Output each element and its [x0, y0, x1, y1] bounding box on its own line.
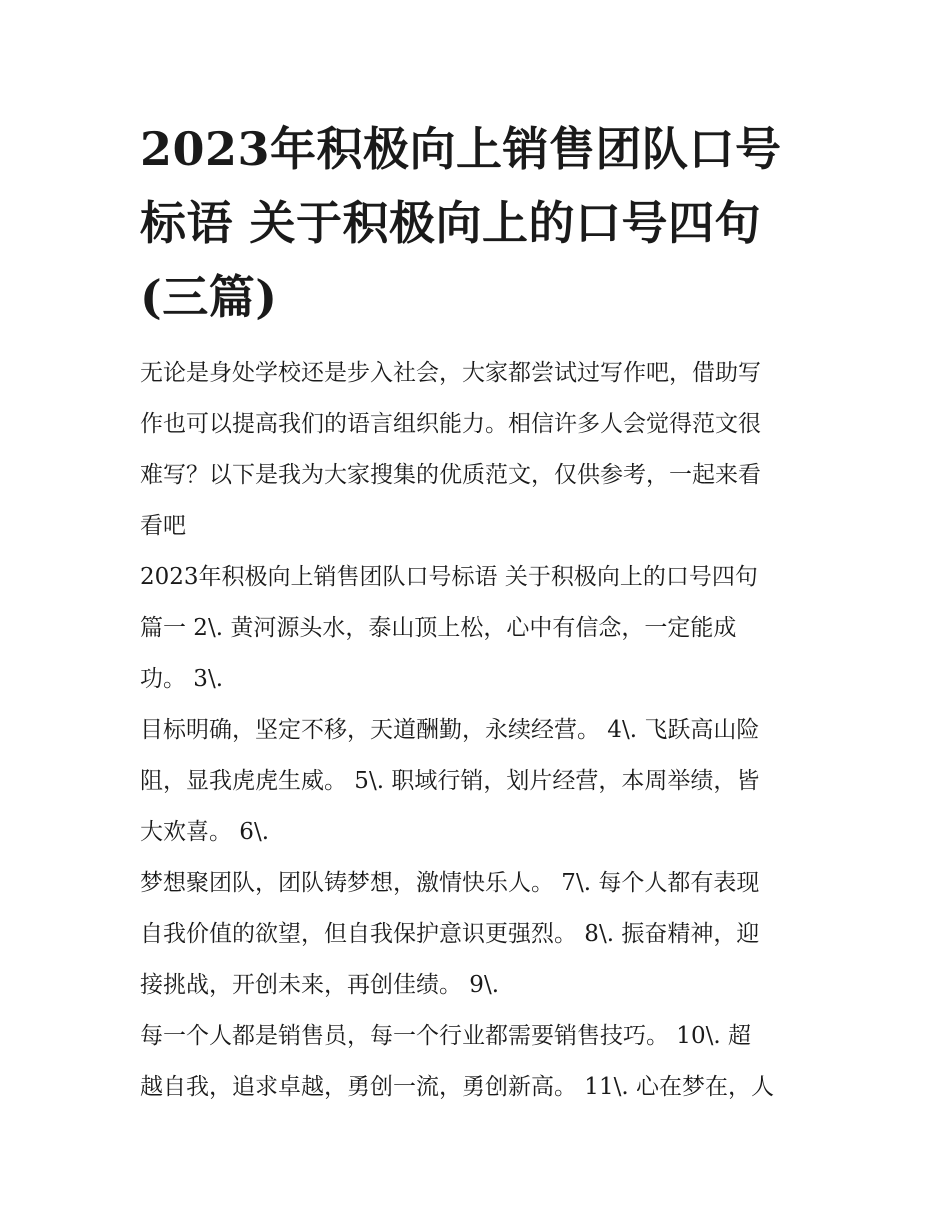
intro-paragraph: 无论是身处学校还是步入社会，大家都尝试过写作吧，借助写 作也可以提高我们的语言组织能力。相信许多人会觉得范文很 难写？以下是我为大家搜集的优质范文，仅供参考，一起来看 看吧 — [140, 360, 761, 539]
document-page — [140, 112, 820, 1113]
document-title: 2023年积极向上销售团队口号 标语 关于积极向上的口号四句 (三篇) — [140, 122, 782, 324]
body-paragraph-1: 2023年积极向上销售团队口号标语 关于积极向上的口号四句 篇一 2\. 黄河源头水，泰山顶上松，心中有信念，一定能成 功。 3\. — [140, 564, 758, 692]
body-paragraph-4: 每一个人都是销售员，每一个行业都需要销售技巧。 10\. 超 越自我，追求卓越，勇创一流，勇创新高。 11\. 心在梦在，人 — [140, 1023, 774, 1100]
body-paragraph-3: 梦想聚团队，团队铸梦想，激情快乐人。 7\. 每个人都有表现 自我价值的欲望，但自我保护意识更强烈。 8\. 振奋精神，迎 接挑战，开创未来，再创佳绩。 9\. — [140, 870, 760, 998]
body-paragraph-2: 目标明确，坚定不移，天道酬勤，永续经营。 4\. 飞跃高山险 阻，显我虎虎生威。 5\. 职域行销，划片经营，本周举绩，皆 大欢喜。 6\. — [140, 717, 760, 845]
